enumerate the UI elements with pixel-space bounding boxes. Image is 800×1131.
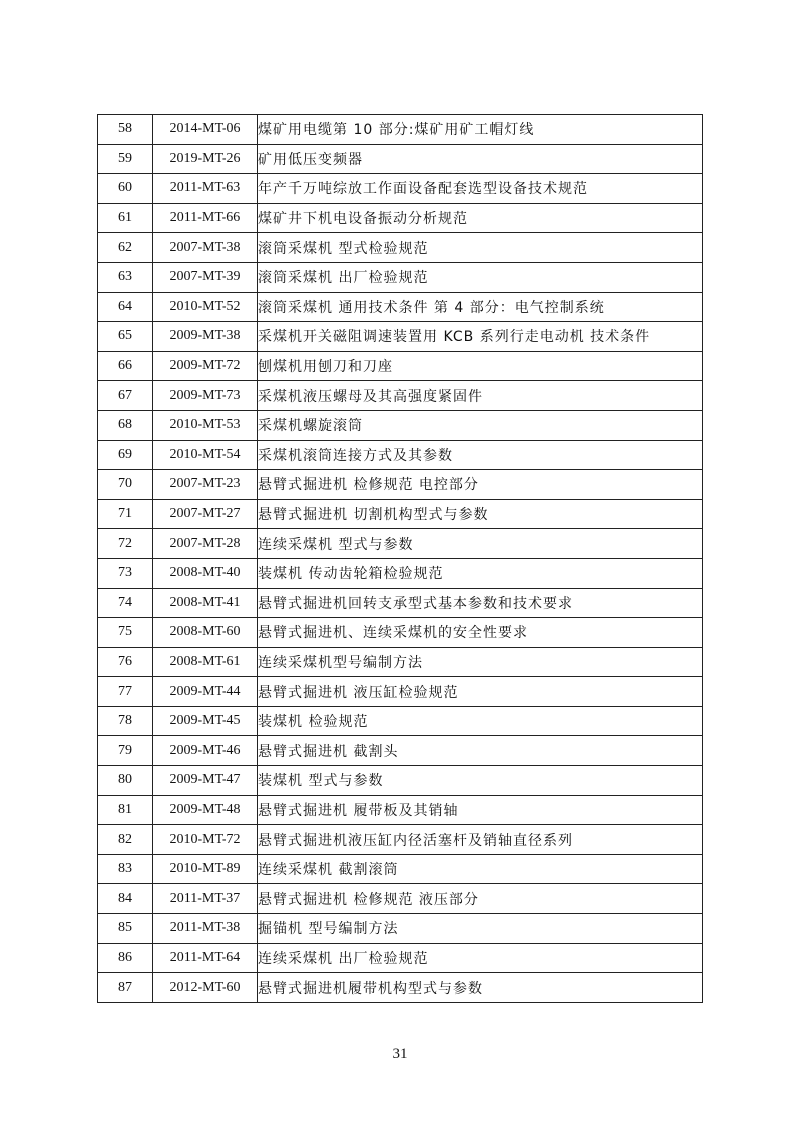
plan-code-cell: 2011-MT-64	[153, 943, 258, 973]
standard-title-cell: 滚筒采煤机 通用技术条件 第 4 部分：电气控制系统	[258, 292, 703, 322]
table-row	[98, 884, 703, 914]
plan-code-cell: 2019-MT-26	[153, 144, 258, 174]
table-row	[98, 292, 703, 322]
standard-title-cell: 滚筒采煤机 型式检验规范	[258, 233, 703, 263]
row-number-cell: 75	[98, 618, 153, 648]
standard-title-cell: 装煤机 检验规范	[258, 706, 703, 736]
plan-code-cell: 2010-MT-72	[153, 825, 258, 855]
standard-title-cell: 年产千万吨综放工作面设备配套选型设备技术规范	[258, 174, 703, 204]
standard-title-cell: 矿用低压变频器	[258, 144, 703, 174]
plan-code-cell: 2008-MT-61	[153, 647, 258, 677]
standard-title-cell: 煤矿井下机电设备振动分析规范	[258, 203, 703, 233]
plan-code-cell: 2009-MT-46	[153, 736, 258, 766]
row-number-cell: 70	[98, 470, 153, 500]
plan-code-cell: 2009-MT-73	[153, 381, 258, 411]
table-row	[98, 558, 703, 588]
table-row	[98, 529, 703, 559]
plan-code-cell: 2010-MT-52	[153, 292, 258, 322]
row-number-cell: 65	[98, 322, 153, 352]
row-number-cell: 81	[98, 795, 153, 825]
row-number-cell: 62	[98, 233, 153, 263]
plan-code-cell: 2007-MT-27	[153, 499, 258, 529]
table-row	[98, 914, 703, 944]
row-number-cell: 85	[98, 914, 153, 944]
standard-title-cell: 悬臂式掘进机、连续采煤机的安全性要求	[258, 618, 703, 648]
row-number-cell: 61	[98, 203, 153, 233]
plan-code-cell: 2011-MT-66	[153, 203, 258, 233]
table-row	[98, 322, 703, 352]
plan-code-cell: 2009-MT-48	[153, 795, 258, 825]
row-number-cell: 87	[98, 973, 153, 1003]
standard-title-cell: 悬臂式掘进机液压缸内径活塞杆及销轴直径系列	[258, 825, 703, 855]
plan-code-cell: 2011-MT-37	[153, 884, 258, 914]
table-row	[98, 795, 703, 825]
plan-code-cell: 2009-MT-38	[153, 322, 258, 352]
table-row	[98, 943, 703, 973]
table-row	[98, 174, 703, 204]
table-row	[98, 410, 703, 440]
row-number-cell: 77	[98, 677, 153, 707]
standard-title-cell: 采煤机滚筒连接方式及其参数	[258, 440, 703, 470]
row-number-cell: 80	[98, 766, 153, 796]
standard-title-cell: 滚筒采煤机 出厂检验规范	[258, 262, 703, 292]
table-row	[98, 825, 703, 855]
standard-title-cell: 连续采煤机 截割滚筒	[258, 854, 703, 884]
row-number-cell: 72	[98, 529, 153, 559]
table-row	[98, 440, 703, 470]
row-number-cell: 64	[98, 292, 153, 322]
standard-title-cell: 采煤机开关磁阻调速装置用 KCB 系列行走电动机 技术条件	[258, 322, 703, 352]
standard-title-cell: 采煤机液压螺母及其高强度紧固件	[258, 381, 703, 411]
table-row	[98, 736, 703, 766]
row-number-cell: 83	[98, 854, 153, 884]
table-row	[98, 647, 703, 677]
standard-title-cell: 装煤机 传动齿轮箱检验规范	[258, 558, 703, 588]
row-number-cell: 86	[98, 943, 153, 973]
row-number-cell: 58	[98, 115, 153, 145]
table-row	[98, 973, 703, 1003]
plan-code-cell: 2007-MT-23	[153, 470, 258, 500]
page-number: 31	[392, 1046, 408, 1062]
plan-code-cell: 2009-MT-47	[153, 766, 258, 796]
row-number-cell: 67	[98, 381, 153, 411]
table-row	[98, 706, 703, 736]
row-number-cell: 76	[98, 647, 153, 677]
row-number-cell: 79	[98, 736, 153, 766]
row-number-cell: 69	[98, 440, 153, 470]
table-row	[98, 677, 703, 707]
row-number-cell: 73	[98, 558, 153, 588]
standard-title-cell: 悬臂式掘进机 液压缸检验规范	[258, 677, 703, 707]
row-number-cell: 66	[98, 351, 153, 381]
standard-title-cell: 悬臂式掘进机回转支承型式基本参数和技术要求	[258, 588, 703, 618]
table-row	[98, 499, 703, 529]
plan-code-cell: 2009-MT-72	[153, 351, 258, 381]
row-number-cell: 78	[98, 706, 153, 736]
plan-code-cell: 2014-MT-06	[153, 115, 258, 145]
plan-code-cell: 2008-MT-60	[153, 618, 258, 648]
standard-title-cell: 连续采煤机 出厂检验规范	[258, 943, 703, 973]
row-number-cell: 60	[98, 174, 153, 204]
plan-code-cell: 2010-MT-54	[153, 440, 258, 470]
plan-code-cell: 2007-MT-38	[153, 233, 258, 263]
table-row	[98, 854, 703, 884]
plan-code-cell: 2010-MT-89	[153, 854, 258, 884]
standard-title-cell: 连续采煤机 型式与参数	[258, 529, 703, 559]
table-row	[98, 262, 703, 292]
plan-code-cell: 2007-MT-39	[153, 262, 258, 292]
row-number-cell: 71	[98, 499, 153, 529]
table-row	[98, 233, 703, 263]
standard-title-cell: 悬臂式掘进机 履带板及其销轴	[258, 795, 703, 825]
standard-title-cell: 悬臂式掘进机 截割头	[258, 736, 703, 766]
plan-code-cell: 2008-MT-40	[153, 558, 258, 588]
row-number-cell: 82	[98, 825, 153, 855]
standard-title-cell: 刨煤机用刨刀和刀座	[258, 351, 703, 381]
standard-title-cell: 装煤机 型式与参数	[258, 766, 703, 796]
standards-table-body	[98, 115, 703, 1003]
standard-title-cell: 悬臂式掘进机履带机构型式与参数	[258, 973, 703, 1003]
row-number-cell: 74	[98, 588, 153, 618]
plan-code-cell: 2007-MT-28	[153, 529, 258, 559]
table-row	[98, 115, 703, 145]
table-row	[98, 470, 703, 500]
table-row	[98, 351, 703, 381]
standard-title-cell: 掘锚机 型号编制方法	[258, 914, 703, 944]
plan-code-cell: 2009-MT-44	[153, 677, 258, 707]
row-number-cell: 84	[98, 884, 153, 914]
standard-title-cell: 煤矿用电缆第 10 部分:煤矿用矿工帽灯线	[258, 115, 703, 145]
table-row	[98, 203, 703, 233]
table-row	[98, 618, 703, 648]
plan-code-cell: 2009-MT-45	[153, 706, 258, 736]
table-row	[98, 588, 703, 618]
row-number-cell: 68	[98, 410, 153, 440]
plan-code-cell: 2012-MT-60	[153, 973, 258, 1003]
plan-code-cell: 2011-MT-63	[153, 174, 258, 204]
standard-title-cell: 悬臂式掘进机 检修规范 液压部分	[258, 884, 703, 914]
table-row	[98, 381, 703, 411]
row-number-cell: 63	[98, 262, 153, 292]
standard-title-cell: 采煤机螺旋滚筒	[258, 410, 703, 440]
plan-code-cell: 2011-MT-38	[153, 914, 258, 944]
standards-table	[97, 114, 703, 1003]
row-number-cell: 59	[98, 144, 153, 174]
table-row	[98, 766, 703, 796]
standard-title-cell: 连续采煤机型号编制方法	[258, 647, 703, 677]
plan-code-cell: 2008-MT-41	[153, 588, 258, 618]
table-row	[98, 144, 703, 174]
standard-title-cell: 悬臂式掘进机 切割机构型式与参数	[258, 499, 703, 529]
standard-title-cell: 悬臂式掘进机 检修规范 电控部分	[258, 470, 703, 500]
plan-code-cell: 2010-MT-53	[153, 410, 258, 440]
